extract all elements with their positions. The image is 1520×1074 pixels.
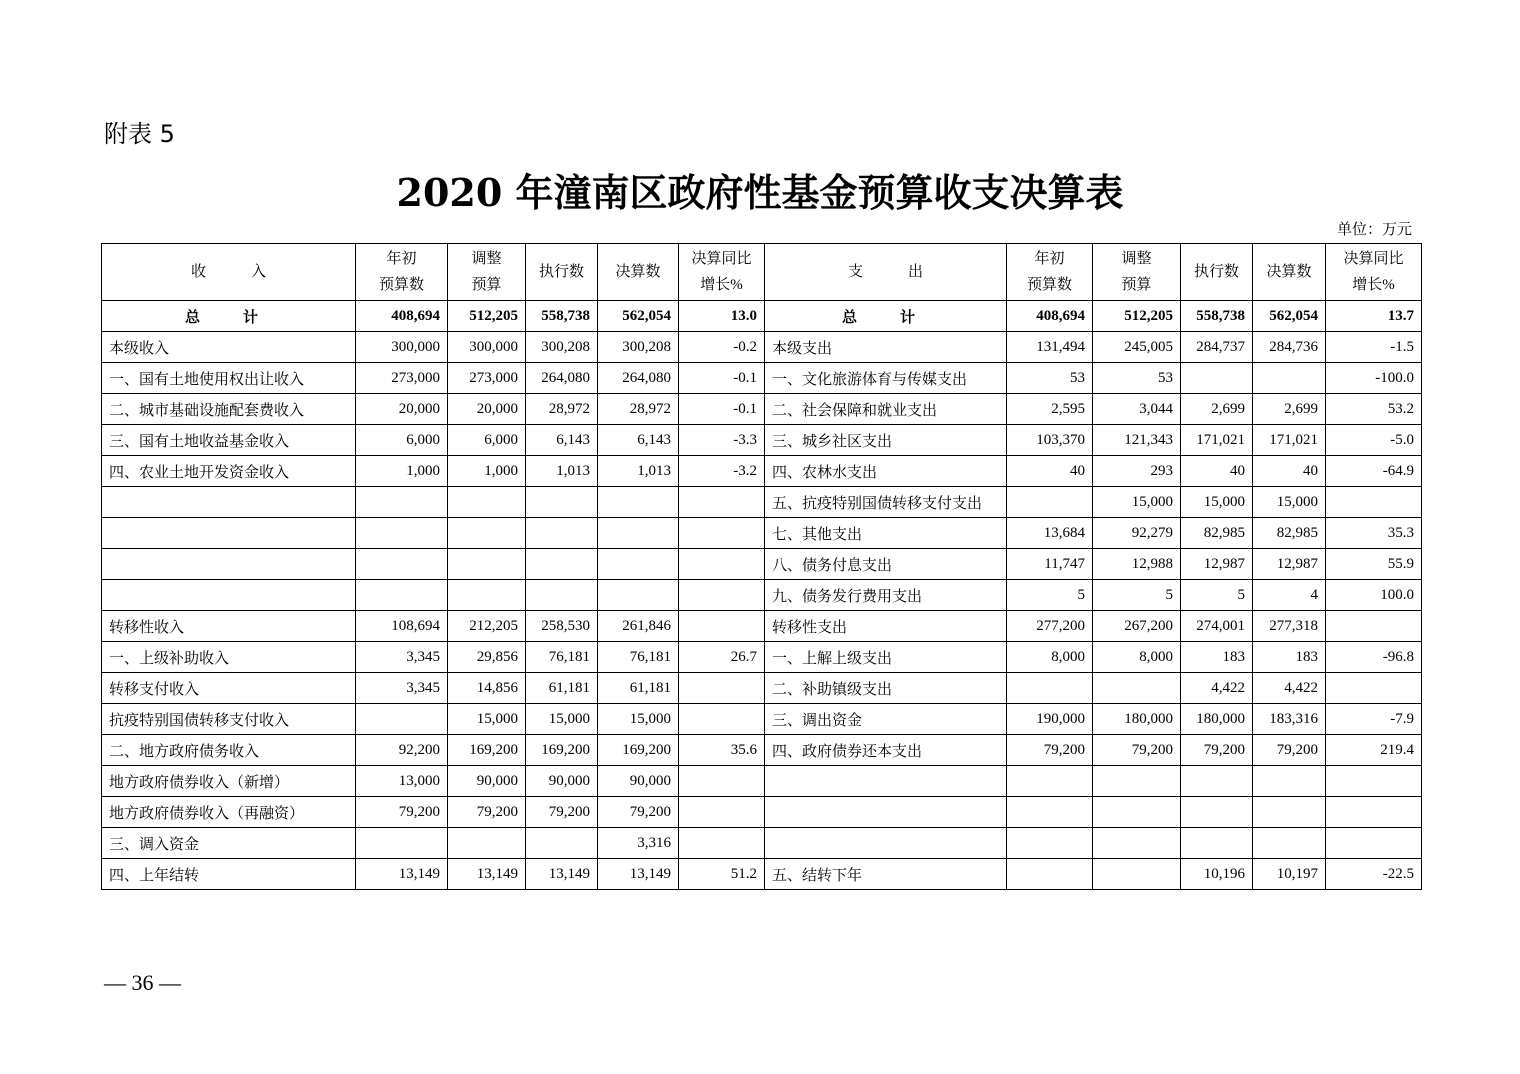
- table-row: [102, 518, 1422, 549]
- expense-executed: 40: [1181, 456, 1253, 487]
- expense-adjusted-budget: [1093, 766, 1181, 797]
- income-initial-budget: [356, 518, 448, 549]
- expense-adjusted-budget: [1093, 673, 1181, 704]
- expense-label: 一、文化旅游体育与传媒支出: [765, 363, 1007, 394]
- expense-yoy: 55.9: [1326, 549, 1422, 580]
- income-adjusted-budget: 1,000: [448, 456, 526, 487]
- expense-initial-budget: [1007, 859, 1093, 890]
- expense-executed: 12,987: [1181, 549, 1253, 580]
- income-final: 79,200: [598, 797, 679, 828]
- expense-executed: 558,738: [1181, 301, 1253, 332]
- header-row: [102, 244, 1422, 301]
- income-adjusted-budget: 14,856: [448, 673, 526, 704]
- income-label: [102, 518, 356, 549]
- income-adjusted-budget: 212,205: [448, 611, 526, 642]
- expense-label: 总 计: [765, 301, 1007, 332]
- income-yoy: -3.3: [679, 425, 765, 456]
- income-executed: 28,972: [526, 394, 598, 425]
- income-label: 一、上级补助收入: [102, 642, 356, 673]
- income-initial-budget: 6,000: [356, 425, 448, 456]
- income-yoy: [679, 549, 765, 580]
- table-row: [102, 425, 1422, 456]
- income-label: [102, 580, 356, 611]
- expense-final: 82,985: [1253, 518, 1326, 549]
- income-label: 三、调入资金: [102, 828, 356, 859]
- income-adjusted-budget: 79,200: [448, 797, 526, 828]
- expense-executed: 82,985: [1181, 518, 1253, 549]
- expense-adjusted-budget: [1093, 828, 1181, 859]
- income-executed: 79,200: [526, 797, 598, 828]
- income-initial-budget: 92,200: [356, 735, 448, 766]
- expense-final: 171,021: [1253, 425, 1326, 456]
- expense-final: [1253, 797, 1326, 828]
- income-final: 15,000: [598, 704, 679, 735]
- expense-final: 79,200: [1253, 735, 1326, 766]
- expense-adjusted-budget: 512,205: [1093, 301, 1181, 332]
- income-final: 61,181: [598, 673, 679, 704]
- expense-initial-budget: 79,200: [1007, 735, 1093, 766]
- expense-executed: 171,021: [1181, 425, 1253, 456]
- income-final: 300,208: [598, 332, 679, 363]
- income-initial-budget: [356, 549, 448, 580]
- expense-final: 15,000: [1253, 487, 1326, 518]
- expense-label: 五、结转下年: [765, 859, 1007, 890]
- expense-label: [765, 828, 1007, 859]
- expense-adjusted-budget: 53: [1093, 363, 1181, 394]
- expense-yoy: [1326, 828, 1422, 859]
- income-executed: 90,000: [526, 766, 598, 797]
- income-adjusted-budget: [448, 487, 526, 518]
- expense-adjusted-budget: 5: [1093, 580, 1181, 611]
- expense-initial-budget: [1007, 828, 1093, 859]
- income-executed: 61,181: [526, 673, 598, 704]
- expense-final: 2,699: [1253, 394, 1326, 425]
- table-row: [102, 673, 1422, 704]
- income-label: 四、上年结转: [102, 859, 356, 890]
- header-final: 决算数: [1253, 244, 1326, 301]
- income-initial-budget: 108,694: [356, 611, 448, 642]
- income-yoy: 13.0: [679, 301, 765, 332]
- income-label: 地方政府债券收入（新增）: [102, 766, 356, 797]
- income-executed: [526, 518, 598, 549]
- income-yoy: [679, 518, 765, 549]
- income-final: 13,149: [598, 859, 679, 890]
- expense-label: 七、其他支出: [765, 518, 1007, 549]
- expense-executed: 180,000: [1181, 704, 1253, 735]
- expense-initial-budget: 8,000: [1007, 642, 1093, 673]
- expense-adjusted-budget: 293: [1093, 456, 1181, 487]
- expense-label: 一、上解上级支出: [765, 642, 1007, 673]
- header-initial-budget: 年初 预算数: [1007, 244, 1093, 301]
- expense-yoy: 219.4: [1326, 735, 1422, 766]
- expense-adjusted-budget: 267,200: [1093, 611, 1181, 642]
- expense-executed: 4,422: [1181, 673, 1253, 704]
- income-executed: [526, 487, 598, 518]
- expense-yoy: -100.0: [1326, 363, 1422, 394]
- table-row: [102, 394, 1422, 425]
- expense-label: 转移性支出: [765, 611, 1007, 642]
- expense-yoy: [1326, 487, 1422, 518]
- expense-yoy: [1326, 766, 1422, 797]
- expense-adjusted-budget: 12,988: [1093, 549, 1181, 580]
- page-title: 2020 年潼南区政府性基金预算收支决算表: [396, 170, 1124, 215]
- income-yoy: -3.2: [679, 456, 765, 487]
- expense-initial-budget: 40: [1007, 456, 1093, 487]
- expense-initial-budget: 190,000: [1007, 704, 1093, 735]
- income-yoy: 35.6: [679, 735, 765, 766]
- income-yoy: 51.2: [679, 859, 765, 890]
- expense-executed: 183: [1181, 642, 1253, 673]
- income-final: [598, 549, 679, 580]
- expense-executed: [1181, 797, 1253, 828]
- header-initial-budget: 年初 预算数: [356, 244, 448, 301]
- income-label: 抗疫特别国债转移支付收入: [102, 704, 356, 735]
- income-final: [598, 518, 679, 549]
- expense-label: 八、债务付息支出: [765, 549, 1007, 580]
- expense-adjusted-budget: 15,000: [1093, 487, 1181, 518]
- expense-initial-budget: [1007, 673, 1093, 704]
- header-income: 收 入: [102, 244, 356, 301]
- income-final: 6,143: [598, 425, 679, 456]
- income-adjusted-budget: 20,000: [448, 394, 526, 425]
- income-initial-budget: [356, 580, 448, 611]
- income-initial-budget: 408,694: [356, 301, 448, 332]
- income-label: 转移性收入: [102, 611, 356, 642]
- expense-adjusted-budget: [1093, 859, 1181, 890]
- table-row: [102, 611, 1422, 642]
- income-yoy: -0.1: [679, 394, 765, 425]
- expense-label: 五、抗疫特别国债转移支付支出: [765, 487, 1007, 518]
- expense-initial-budget: 5: [1007, 580, 1093, 611]
- expense-initial-budget: [1007, 766, 1093, 797]
- income-label: 一、国有土地使用权出让收入: [102, 363, 356, 394]
- table-row: [102, 580, 1422, 611]
- expense-label: 三、调出资金: [765, 704, 1007, 735]
- table-row: [102, 487, 1422, 518]
- expense-final: 10,197: [1253, 859, 1326, 890]
- income-initial-budget: 20,000: [356, 394, 448, 425]
- expense-adjusted-budget: 8,000: [1093, 642, 1181, 673]
- expense-initial-budget: 13,684: [1007, 518, 1093, 549]
- expense-executed: [1181, 828, 1253, 859]
- expense-final: 277,318: [1253, 611, 1326, 642]
- expense-final: 562,054: [1253, 301, 1326, 332]
- income-final: 1,013: [598, 456, 679, 487]
- income-adjusted-budget: 512,205: [448, 301, 526, 332]
- income-final: 90,000: [598, 766, 679, 797]
- expense-final: 4: [1253, 580, 1326, 611]
- expense-adjusted-budget: 79,200: [1093, 735, 1181, 766]
- expense-executed: [1181, 363, 1253, 394]
- income-executed: [526, 828, 598, 859]
- expense-final: 4,422: [1253, 673, 1326, 704]
- expense-executed: 15,000: [1181, 487, 1253, 518]
- expense-yoy: 53.2: [1326, 394, 1422, 425]
- expense-executed: 5: [1181, 580, 1253, 611]
- expense-yoy: [1326, 673, 1422, 704]
- income-label: 地方政府债券收入（再融资）: [102, 797, 356, 828]
- income-label: [102, 487, 356, 518]
- income-final: 76,181: [598, 642, 679, 673]
- income-executed: 6,143: [526, 425, 598, 456]
- income-label: 本级收入: [102, 332, 356, 363]
- expense-yoy: -22.5: [1326, 859, 1422, 890]
- expense-adjusted-budget: 121,343: [1093, 425, 1181, 456]
- income-final: [598, 487, 679, 518]
- header-expense: 支 出: [765, 244, 1007, 301]
- income-adjusted-budget: 273,000: [448, 363, 526, 394]
- expense-yoy: [1326, 797, 1422, 828]
- expense-label: 九、债务发行费用支出: [765, 580, 1007, 611]
- income-label: 二、地方政府债务收入: [102, 735, 356, 766]
- header-executed: 执行数: [1181, 244, 1253, 301]
- expense-initial-budget: [1007, 487, 1093, 518]
- income-yoy: [679, 704, 765, 735]
- income-initial-budget: 79,200: [356, 797, 448, 828]
- expense-yoy: -5.0: [1326, 425, 1422, 456]
- income-yoy: [679, 673, 765, 704]
- income-final: 169,200: [598, 735, 679, 766]
- expense-executed: 79,200: [1181, 735, 1253, 766]
- income-initial-budget: 1,000: [356, 456, 448, 487]
- expense-yoy: 100.0: [1326, 580, 1422, 611]
- income-final: 3,316: [598, 828, 679, 859]
- income-adjusted-budget: 300,000: [448, 332, 526, 363]
- expense-initial-budget: 53: [1007, 363, 1093, 394]
- income-executed: 13,149: [526, 859, 598, 890]
- income-adjusted-budget: 169,200: [448, 735, 526, 766]
- table-row: [102, 797, 1422, 828]
- expense-initial-budget: 277,200: [1007, 611, 1093, 642]
- income-label: 总 计: [102, 301, 356, 332]
- income-adjusted-budget: 90,000: [448, 766, 526, 797]
- expense-final: [1253, 766, 1326, 797]
- table-row: [102, 766, 1422, 797]
- expense-final: 12,987: [1253, 549, 1326, 580]
- expense-label: 三、城乡社区支出: [765, 425, 1007, 456]
- income-initial-budget: 13,149: [356, 859, 448, 890]
- expense-yoy: -1.5: [1326, 332, 1422, 363]
- expense-yoy: -7.9: [1326, 704, 1422, 735]
- income-executed: 169,200: [526, 735, 598, 766]
- expense-executed: [1181, 766, 1253, 797]
- budget-table: [101, 243, 1422, 890]
- expense-yoy: -64.9: [1326, 456, 1422, 487]
- expense-label: 四、政府债券还本支出: [765, 735, 1007, 766]
- income-adjusted-budget: [448, 580, 526, 611]
- expense-yoy: -96.8: [1326, 642, 1422, 673]
- income-adjusted-budget: [448, 549, 526, 580]
- income-initial-budget: 3,345: [356, 673, 448, 704]
- income-label: 四、农业土地开发资金收入: [102, 456, 356, 487]
- expense-label: 二、社会保障和就业支出: [765, 394, 1007, 425]
- table-row: [102, 828, 1422, 859]
- expense-final: 40: [1253, 456, 1326, 487]
- income-initial-budget: [356, 487, 448, 518]
- table-row: [102, 549, 1422, 580]
- table-row: [102, 642, 1422, 673]
- income-executed: [526, 549, 598, 580]
- income-adjusted-budget: [448, 828, 526, 859]
- expense-initial-budget: 131,494: [1007, 332, 1093, 363]
- header-adjusted-budget: 调整 预算: [1093, 244, 1181, 301]
- income-yoy: 26.7: [679, 642, 765, 673]
- income-yoy: [679, 580, 765, 611]
- income-label: 二、城市基础设施配套费收入: [102, 394, 356, 425]
- expense-label: 二、补助镇级支出: [765, 673, 1007, 704]
- expense-label: 四、农林水支出: [765, 456, 1007, 487]
- header-adjusted-budget: 调整 预算: [448, 244, 526, 301]
- income-executed: 558,738: [526, 301, 598, 332]
- income-initial-budget: [356, 704, 448, 735]
- income-final: 261,846: [598, 611, 679, 642]
- table-row: [102, 704, 1422, 735]
- header-executed: 执行数: [526, 244, 598, 301]
- income-initial-budget: 13,000: [356, 766, 448, 797]
- income-final: 264,080: [598, 363, 679, 394]
- income-label: [102, 549, 356, 580]
- income-final: 28,972: [598, 394, 679, 425]
- header-yoy: 决算同比 增长%: [679, 244, 765, 301]
- expense-executed: 10,196: [1181, 859, 1253, 890]
- expense-final: 183: [1253, 642, 1326, 673]
- table-row: [102, 456, 1422, 487]
- income-executed: [526, 580, 598, 611]
- expense-yoy: [1326, 611, 1422, 642]
- income-adjusted-budget: 13,149: [448, 859, 526, 890]
- header-yoy: 决算同比 增长%: [1326, 244, 1422, 301]
- income-executed: 264,080: [526, 363, 598, 394]
- expense-final: 284,736: [1253, 332, 1326, 363]
- expense-adjusted-budget: 180,000: [1093, 704, 1181, 735]
- expense-final: 183,316: [1253, 704, 1326, 735]
- income-initial-budget: 273,000: [356, 363, 448, 394]
- expense-label: [765, 766, 1007, 797]
- income-executed: 15,000: [526, 704, 598, 735]
- income-initial-budget: 3,345: [356, 642, 448, 673]
- appendix-label: 附表 5: [104, 120, 175, 148]
- expense-initial-budget: 11,747: [1007, 549, 1093, 580]
- expense-adjusted-budget: 245,005: [1093, 332, 1181, 363]
- expense-adjusted-budget: [1093, 797, 1181, 828]
- page-number: — 36 —: [104, 970, 181, 995]
- expense-adjusted-budget: 92,279: [1093, 518, 1181, 549]
- income-yoy: -0.1: [679, 363, 765, 394]
- income-initial-budget: [356, 828, 448, 859]
- table-row: [102, 859, 1422, 890]
- expense-adjusted-budget: 3,044: [1093, 394, 1181, 425]
- expense-initial-budget: [1007, 797, 1093, 828]
- expense-yoy: 35.3: [1326, 518, 1422, 549]
- expense-final: [1253, 363, 1326, 394]
- income-yoy: [679, 611, 765, 642]
- income-yoy: [679, 766, 765, 797]
- header-final: 决算数: [598, 244, 679, 301]
- income-yoy: [679, 487, 765, 518]
- expense-final: [1253, 828, 1326, 859]
- income-yoy: [679, 828, 765, 859]
- table-row: [102, 735, 1422, 766]
- income-final: [598, 580, 679, 611]
- income-adjusted-budget: [448, 518, 526, 549]
- table-row: [102, 363, 1422, 394]
- table-row: [102, 332, 1422, 363]
- expense-initial-budget: 408,694: [1007, 301, 1093, 332]
- income-adjusted-budget: 6,000: [448, 425, 526, 456]
- income-executed: 1,013: [526, 456, 598, 487]
- expense-executed: 284,737: [1181, 332, 1253, 363]
- expense-initial-budget: 2,595: [1007, 394, 1093, 425]
- income-adjusted-budget: 15,000: [448, 704, 526, 735]
- expense-initial-budget: 103,370: [1007, 425, 1093, 456]
- income-yoy: [679, 797, 765, 828]
- expense-executed: 2,699: [1181, 394, 1253, 425]
- income-executed: 76,181: [526, 642, 598, 673]
- income-executed: 258,530: [526, 611, 598, 642]
- income-executed: 300,208: [526, 332, 598, 363]
- income-adjusted-budget: 29,856: [448, 642, 526, 673]
- income-label: 转移支付收入: [102, 673, 356, 704]
- expense-executed: 274,001: [1181, 611, 1253, 642]
- expense-label: 本级支出: [765, 332, 1007, 363]
- unit-label: 单位：万元: [1336, 220, 1412, 238]
- income-yoy: -0.2: [679, 332, 765, 363]
- total-row: [102, 301, 1422, 332]
- income-final: 562,054: [598, 301, 679, 332]
- income-initial-budget: 300,000: [356, 332, 448, 363]
- expense-label: [765, 797, 1007, 828]
- income-label: 三、国有土地收益基金收入: [102, 425, 356, 456]
- expense-yoy: 13.7: [1326, 301, 1422, 332]
